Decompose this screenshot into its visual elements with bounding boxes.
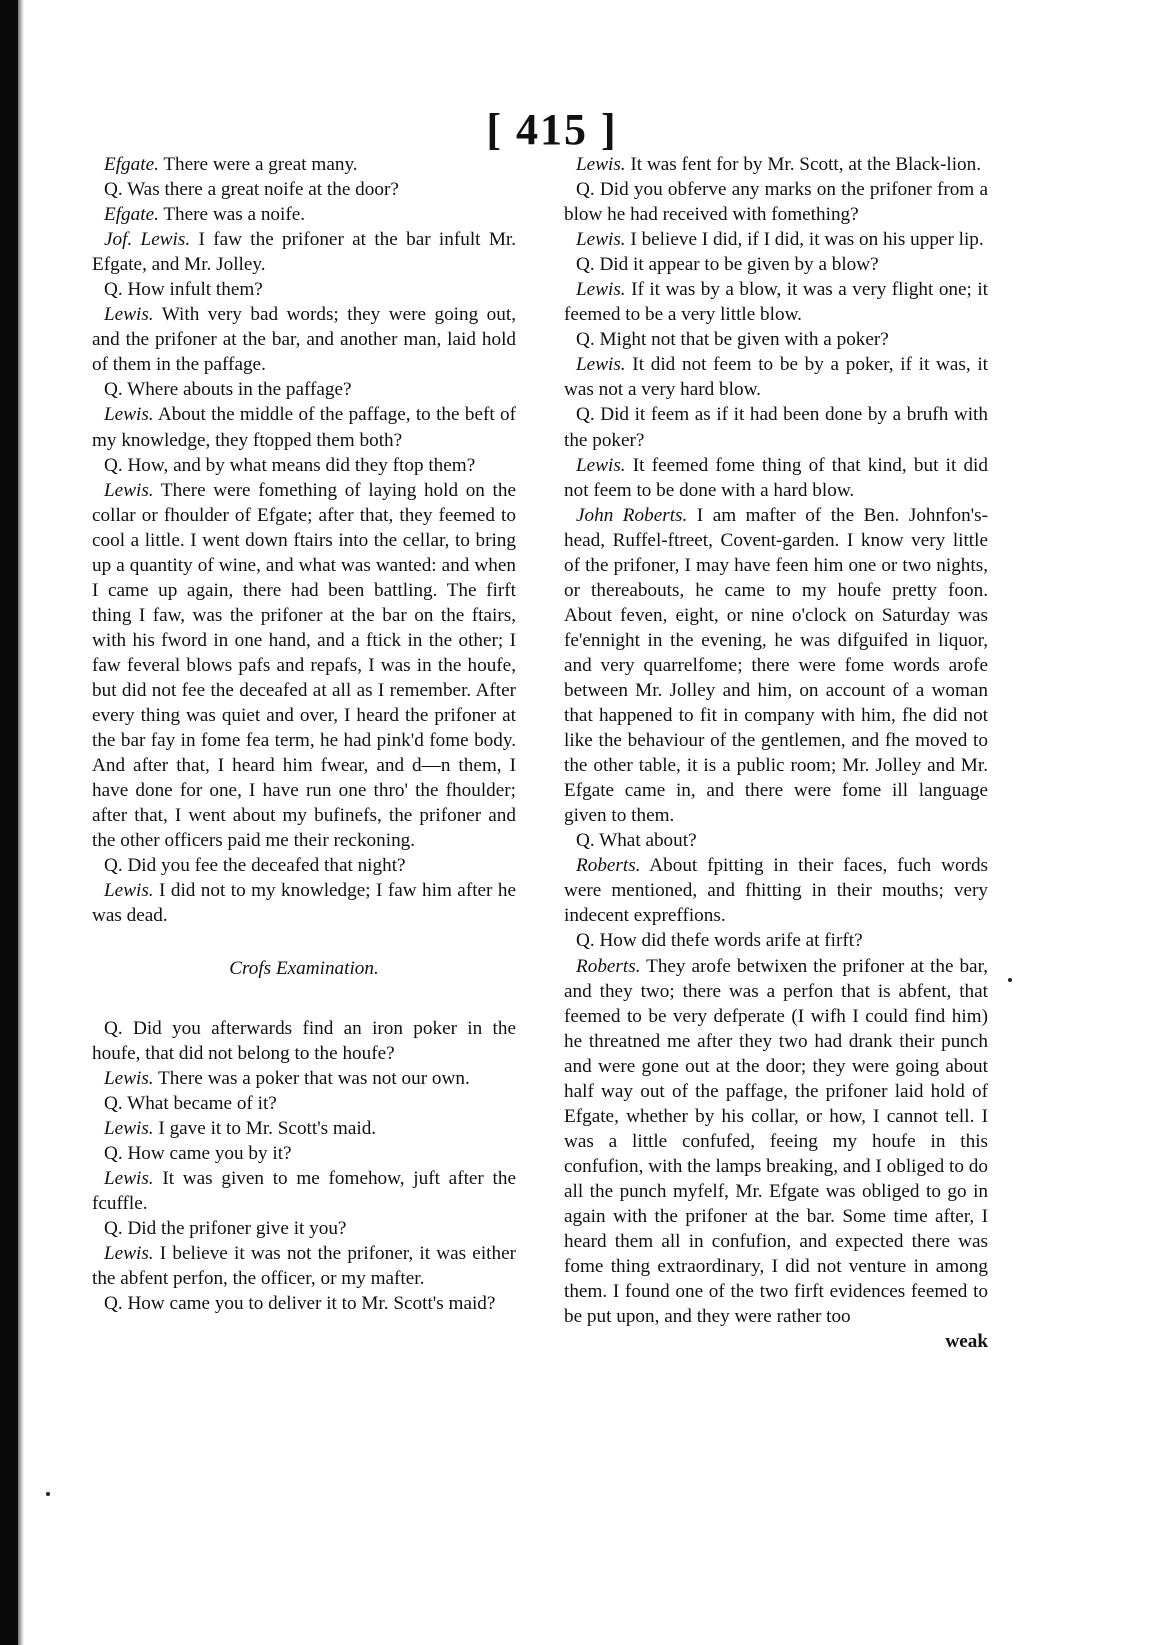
speaker-name: Lewis. bbox=[576, 454, 626, 476]
paragraph bbox=[92, 302, 516, 377]
paragraph bbox=[564, 928, 988, 953]
paragraph bbox=[92, 1291, 516, 1316]
paragraph-text: There were fomething of laying hold on the collar or fhoulder of Efgate; after that, they feemed to cool a little. I went down ftairs into the cellar, to bring up a quantity of wine, and what was wanted: and when I came up again, there had been battling. The firft thing I faw, was the prifoner at the bar on the ftairs, with his fword in one hand, and a ftick in the other; I faw feveral blows pafs and repafs, I was in the houfe, but did not fee the deceafed at all as I remember. After every thing was quiet and over, I heard the prifoner at the bar fay in fome fea term, he had pink'd fome body. And after that, I heard him fwear, and d—n them, I have done for one, I have run one thro' the fhoulder; after that, I went about my bufinefs, the prifoner and the other officers paid me their reckoning. bbox=[92, 479, 516, 852]
paragraph bbox=[92, 1091, 516, 1116]
paragraph-text: Q. Did you obferve any marks on the prifoner from a blow he had received with fomething? bbox=[564, 179, 988, 226]
paragraph bbox=[92, 1016, 516, 1066]
ink-speck bbox=[46, 1492, 50, 1496]
paragraph bbox=[564, 402, 988, 452]
speaker-name: Lewis. bbox=[104, 1067, 154, 1089]
paragraph-text: About the middle of the paffage, to the beft of my knowledge, they ftopped them both? bbox=[92, 404, 516, 451]
paragraph-text: Q. What about? bbox=[576, 830, 697, 852]
paragraph-text: Q. How infult them? bbox=[104, 279, 263, 301]
speaker-name: Lewis. bbox=[576, 354, 626, 376]
paragraph-text: Q. Where abouts in the paffage? bbox=[104, 379, 352, 401]
speaker-name: Lewis. bbox=[104, 479, 154, 501]
paragraph bbox=[92, 1166, 516, 1216]
paragraph-text: There was a noife. bbox=[158, 204, 306, 226]
ink-speck bbox=[1008, 978, 1012, 982]
speaker-name: Efgate. bbox=[104, 154, 159, 175]
paragraph-text: It feemed fome thing of that kind, but it did not feem to be done with a hard blow. bbox=[564, 454, 988, 501]
paragraph-text: I gave it to Mr. Scott's maid. bbox=[153, 1117, 377, 1139]
paragraph bbox=[92, 1216, 516, 1241]
paragraph bbox=[92, 1141, 516, 1166]
paragraph bbox=[92, 478, 516, 854]
paragraph bbox=[92, 453, 516, 478]
paragraph-text: If it was by a blow, it was a very flight one; it feemed to be a very little blow. bbox=[564, 279, 988, 326]
paragraph-text: I did not to my knowledge; I faw him after he was dead. bbox=[92, 880, 516, 927]
paragraph-text: They arofe betwixen the prifoner at the bar, and they two; there was a perfon that is abfent, that feemed to be very defperate (I wifh I could find him) he threatned me after they two had drank their punch and were gone out at the door; they were going about half way out of the paffage, the prifoner laid hold of Efgate, whether by his collar, or how, I cannot tell. I was a little confufed, feeing my houfe in this confufion, with the lamps breaking, and I obliged to do all the punch myfelf, Mr. Efgate was obliged to go in again with the prifoner at the bar. Some time after, I heard them all in confufion, and expected there was fome thing extraordinary, I did not venture in among them. I found one of the two firft evidences feemed to be put upon, and they were rather too bbox=[564, 955, 988, 1328]
paragraph bbox=[92, 277, 516, 302]
paragraph bbox=[92, 1116, 516, 1141]
paragraph-text: Q. How did thefe words arife at firft? bbox=[576, 930, 863, 952]
speaker-name: Lewis. bbox=[104, 1117, 154, 1139]
paragraph bbox=[564, 327, 988, 352]
paragraph-text: Q. How, and by what means did they ftop them? bbox=[104, 454, 476, 476]
paragraph bbox=[92, 853, 516, 878]
paragraph-text: I believe I did, if I did, it was on his upper lip. bbox=[625, 229, 984, 251]
paragraph-text: I believe it was not the prifoner, it was either the abfent perfon, the officer, or my mafter. bbox=[92, 1242, 516, 1289]
paragraph bbox=[564, 252, 988, 277]
paragraph-text: I am mafter of the Ben. Johnfon's-head, Ruffel-ftreet, Covent-garden. I know very little of the prifoner, I may have feen him one or two nights, or thereabouts, he came to my houfe pretty foon. About feven, eight, or nine o'clock on Saturday was fe'ennight in the evening, he was difguifed in liquor, and very quarrelfome; there were fome words arofe between Mr. Jolley and him, on account of a woman that happened to fit in company with him, fhe did not like the behaviour of the gentlemen, and fhe moved to the other table, it is a public room; Mr. Jolley and Mr. Efgate came in, and there were fome ill language given to them. bbox=[564, 504, 988, 827]
paragraph-text: About fpitting in their faces, fuch words were mentioned, and fhitting in their mouths; very indecent expreffions. bbox=[564, 855, 988, 927]
left-column-paragraphs bbox=[92, 152, 516, 928]
paragraph bbox=[92, 152, 516, 177]
right-column bbox=[564, 152, 988, 1354]
catchword: weak bbox=[945, 1331, 988, 1353]
paragraph-text: There was a poker that was not our own. bbox=[153, 1067, 470, 1089]
paragraph bbox=[564, 828, 988, 853]
paragraph-text: Q. Did it appear to be given by a blow? bbox=[576, 254, 879, 276]
paragraph bbox=[564, 853, 988, 928]
paragraph-text: It was fent for by Mr. Scott, at the Black-lion. bbox=[625, 154, 982, 175]
page-number: [ 415 ] bbox=[486, 105, 618, 154]
paragraph bbox=[92, 1066, 516, 1091]
section-heading: Crofs Examination. bbox=[229, 958, 379, 980]
paragraph bbox=[92, 227, 516, 277]
paragraph-text: Q. How came you to deliver it to Mr. Scott's maid? bbox=[104, 1293, 496, 1315]
paragraph-text: It did not feem to be by a poker, if it was, it was not a very hard blow. bbox=[564, 354, 988, 401]
paragraph-text: With very bad words; they were going out, and the prifoner at the bar, and another man, laid hold of them in the paffage. bbox=[92, 304, 516, 376]
speaker-name: Lewis. bbox=[104, 304, 154, 326]
speaker-name: Jof. Lewis. bbox=[104, 229, 191, 251]
paragraph bbox=[564, 152, 988, 177]
paragraph-text: There were a great many. bbox=[158, 154, 358, 175]
paragraph bbox=[92, 402, 516, 452]
paragraph bbox=[92, 1241, 516, 1291]
paragraph bbox=[564, 227, 988, 252]
speaker-name: Lewis. bbox=[104, 1242, 154, 1264]
paragraph bbox=[564, 453, 988, 503]
speaker-name: Roberts. bbox=[576, 855, 641, 877]
speaker-name: Lewis. bbox=[576, 229, 626, 251]
paragraph bbox=[92, 377, 516, 402]
speaker-name: Lewis. bbox=[576, 279, 626, 301]
paragraph-text: Q. Was there a great noife at the door? bbox=[104, 179, 399, 201]
paragraph-text: I faw the prifoner at the bar infult Mr. Efgate, and Mr. Jolley. bbox=[92, 229, 517, 276]
paragraph bbox=[564, 954, 988, 1330]
paragraph-text: Q. What became of it? bbox=[104, 1092, 277, 1114]
speaker-name: Lewis. bbox=[104, 1167, 154, 1189]
binding-edge bbox=[0, 0, 18, 1645]
paragraph-text: Q. Did you fee the deceafed that night? bbox=[104, 855, 406, 877]
paragraph-text: Q. Did you afterwards find an iron poker in the houfe, that did not belong to the houfe? bbox=[92, 1017, 516, 1064]
paragraph-text: It was given to me fomehow, juft after the fcuffle. bbox=[92, 1167, 516, 1214]
paragraph bbox=[564, 352, 988, 402]
paragraph bbox=[564, 177, 988, 227]
left-column-paragraphs-after bbox=[92, 1016, 516, 1317]
paragraph bbox=[92, 177, 516, 202]
speaker-name: Roberts. bbox=[576, 955, 641, 977]
binding-shadow bbox=[18, 0, 24, 1645]
left-column bbox=[92, 152, 516, 1316]
right-column-paragraphs bbox=[564, 152, 988, 1329]
paragraph bbox=[564, 277, 988, 327]
speaker-name: Efgate. bbox=[104, 204, 159, 226]
speaker-name: Lewis. bbox=[576, 154, 626, 175]
speaker-name: Lewis. bbox=[104, 880, 154, 902]
paragraph-text: Q. Did the prifoner give it you? bbox=[104, 1217, 347, 1239]
speaker-name: John Roberts. bbox=[576, 504, 688, 526]
paragraph bbox=[92, 202, 516, 227]
paragraph-text: Q. How came you by it? bbox=[104, 1142, 292, 1164]
paragraph-text: Q. Did it feem as if it had been done by a brufh with the poker? bbox=[564, 404, 988, 451]
speaker-name: Lewis. bbox=[104, 404, 154, 426]
paragraph bbox=[92, 878, 516, 928]
paragraph bbox=[564, 503, 988, 829]
paragraph-text: Q. Might not that be given with a poker? bbox=[576, 329, 889, 351]
